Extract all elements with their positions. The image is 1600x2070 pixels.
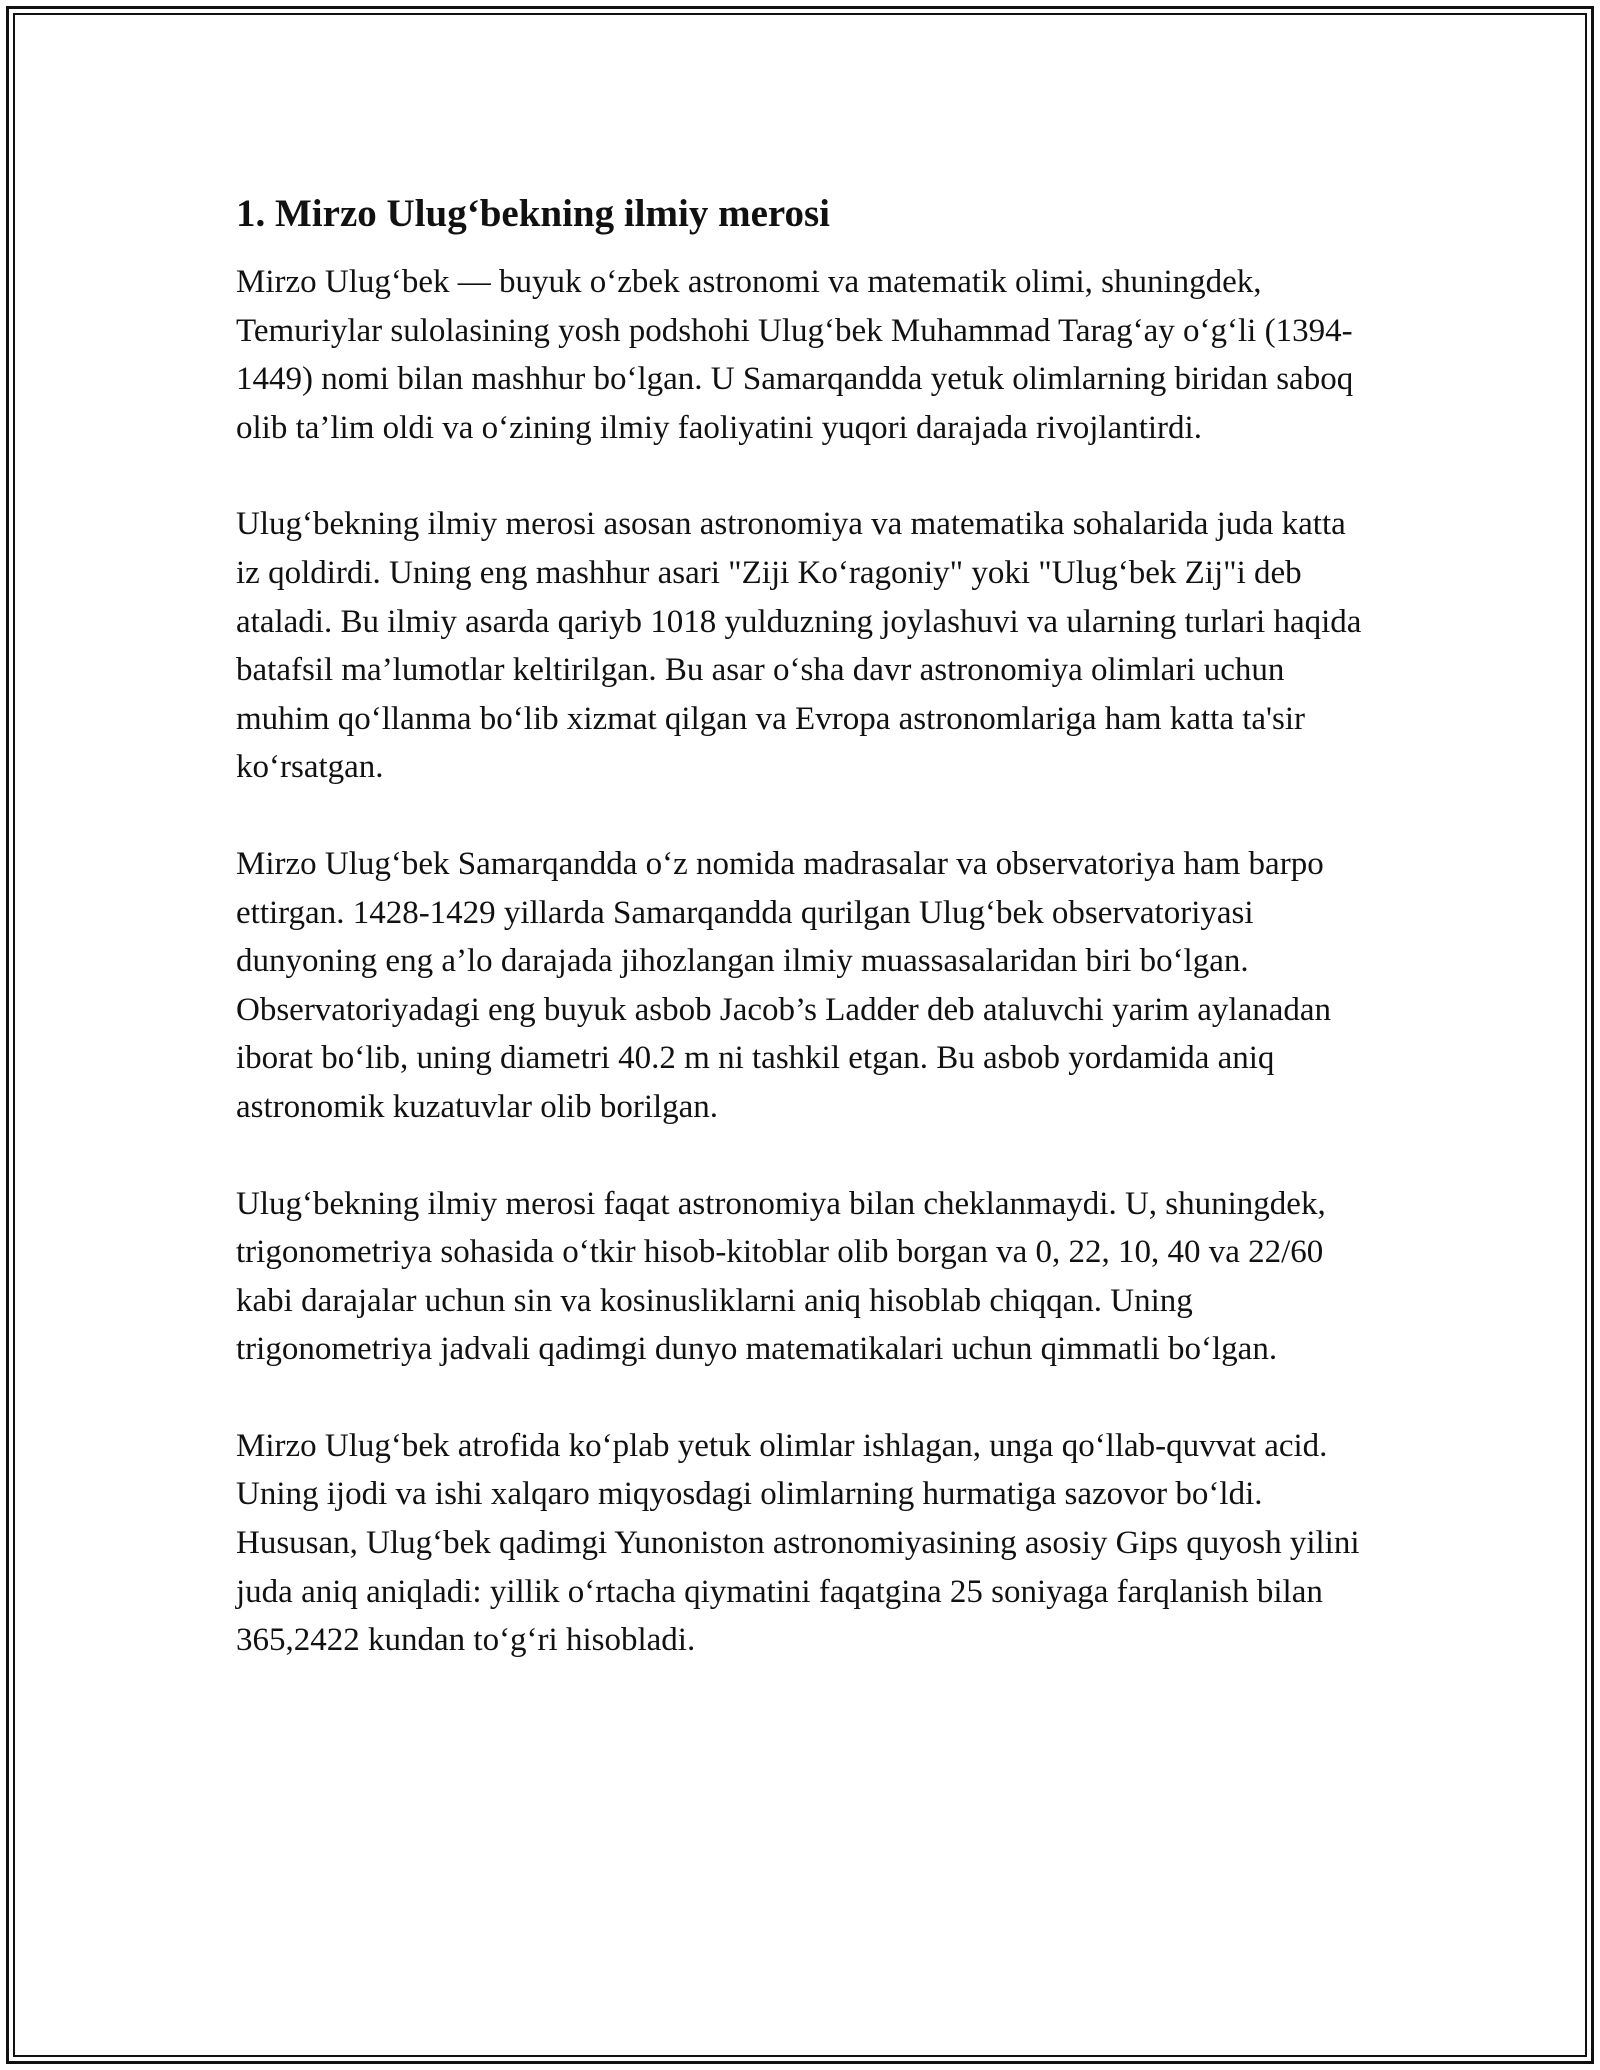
section-heading: 1. Mirzo Ulug‘bekning ilmiy merosi: [236, 192, 831, 235]
paragraph-2: Ulug‘bekning ilmiy merosi asosan astronomiya va matematika sohalarida juda katta iz qoldirdi. Uning eng mashhur asari "Ziji Ko‘ragoniy" yoki "Ulug‘bek Zij"i deb ataladi. Bu ilmiy asarda qariyb 1018 yulduzning joylashuvi va ularning turlari haqida batafsil ma’lumotlar keltirilgan. Bu asar o‘sha davr astronomiya olimlari uchun muhim qo‘llanma bo‘lib xizmat qilgan va Evropa astronomlariga ham katta ta'sir ko‘rsatgan.: [236, 506, 1362, 786]
paragraph-3: Mirzo Ulug‘bek Samarqandda o‘z nomida madrasalar va observatoriya ham barpo ettirgan. 1428-1429 yillarda Samarqandda qurilgan Ulug‘bek observatoriyasi dunyoning eng a’lo darajada jihozlangan ilmiy muassasalaridan biri bo‘lgan. Observatoriyadagi eng buyuk asbob Jacob’s Ladder deb ataluvchi yarim aylanadan iborat bo‘lib, uning diametri 40.2 m ni tashkil etgan. Bu asbob yordamida aniq astronomik kuzatuvlar olib borilgan.: [236, 845, 1332, 1125]
paragraph-1: Mirzo Ulug‘bek — buyuk o‘zbek astronomi va matematik olimi, shuningdek, Temuriylar sulolasining yosh podshohi Ulug‘bek Muhammad Tarag‘ay o‘g‘li (1394-1449) nomi bilan mashhur bo‘lgan. U Samarqandda yetuk olimlarning biridan saboq olib ta’lim oldi va o‘zining ilmiy faoliyatini yuqori darajada rivojlantirdi.: [236, 264, 1354, 446]
paragraph-5: Mirzo Ulug‘bek atrofida ko‘plab yetuk olimlar ishlagan, unga qo‘llab-quvvat acid. Uning ijodi va ishi xalqaro miqyosdagi olimlarning hurmatiga sazovor bo‘ldi. Hususan, Ulug‘bek qadimgi Yunoniston astronomiyasining asosiy Gips quyosh yilini juda aniq aniqladi: yillik o‘rtacha qiymatini faqatgina 25 soniyaga farqlanish bilan 365,2422 kundan to‘g‘ri hisobladi.: [236, 1427, 1360, 1659]
paragraph-4: Ulug‘bekning ilmiy merosi faqat astronomiya bilan cheklanmaydi. U, shuningdek, trigonometriya sohasida o‘tkir hisob-kitoblar olib borgan va 0, 22, 10, 40 va 22/60 kabi darajalar uchun sin va kosinusliklarni aniq hisoblab chiqqan. Uning trigonometriya jadvali qadimgi dunyo matematikalari uchun qimmatli bo‘lgan.: [236, 1185, 1326, 1368]
document-body: [236, 190, 1376, 1713]
